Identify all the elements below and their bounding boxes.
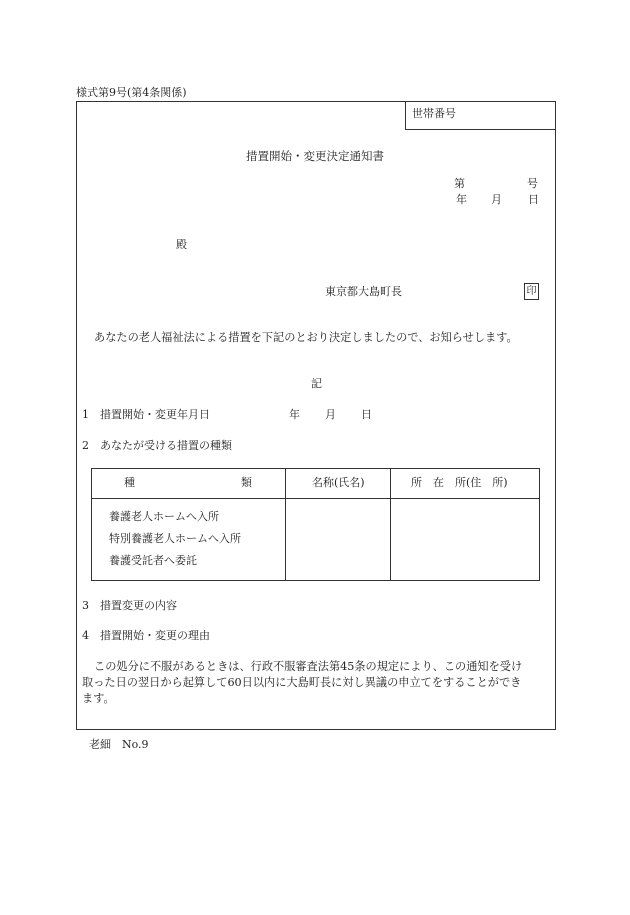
measure-option: 養護老人ホームへ入所 — [109, 510, 219, 523]
table-header-type: 類 — [241, 476, 252, 489]
item-2-label: 2 あなたが受ける措置の種類 — [82, 439, 232, 452]
addressee-suffix: 殿 — [176, 238, 187, 251]
item-1-label: 1 措置開始・変更年月日 — [82, 408, 210, 421]
footer-code: 老細 No.9 — [89, 738, 149, 751]
seal-mark: 印 — [524, 283, 539, 300]
household-number-label: 世帯番号 — [412, 107, 456, 120]
appeal-notice-line: 取った日の翌日から起算して60日以内に大島町長に対し異議の申立てをすることができ — [82, 676, 522, 689]
issuer-name: 東京都大島町長 — [325, 285, 402, 298]
measure-date-day: 日 — [361, 408, 372, 421]
number-suffix: 号 — [527, 177, 538, 190]
issue-date-day: 日 — [528, 193, 539, 206]
table-header-type: 種 — [124, 476, 135, 489]
issue-date-year: 年 — [456, 193, 467, 206]
item-4-label: 4 措置開始・変更の理由 — [82, 629, 210, 642]
form-number-label: 様式第9号(第4条関係) — [76, 86, 187, 99]
document-title: 措置開始・変更決定通知書 — [246, 149, 384, 163]
measure-option: 特別養護老人ホームへ入所 — [109, 532, 241, 545]
number-prefix: 第 — [454, 177, 465, 190]
notice-body: あなたの老人福祉法による措置を下記のとおり決定しましたので、お知らせします。 — [94, 331, 518, 344]
household-number-box — [405, 101, 556, 130]
table-column-divider — [390, 469, 391, 580]
ki-heading: 記 — [311, 377, 322, 390]
table-header-divider — [92, 498, 539, 499]
appeal-notice-line: この処分に不服があるときは、行政不服審査法第45条の規定により、この通知を受け — [94, 660, 523, 673]
table-column-divider — [285, 469, 286, 580]
item-3-label: 3 措置変更の内容 — [82, 599, 177, 612]
measure-date-year: 年 — [289, 408, 300, 421]
table-header-name: 名称(氏名) — [312, 476, 365, 489]
measure-option: 養護受託者へ委託 — [109, 554, 197, 567]
table-header-address: 所 在 所(住 所) — [411, 476, 508, 489]
measure-date-month: 月 — [325, 408, 336, 421]
appeal-notice-line: ます。 — [82, 692, 115, 705]
issue-date-month: 月 — [491, 193, 502, 206]
